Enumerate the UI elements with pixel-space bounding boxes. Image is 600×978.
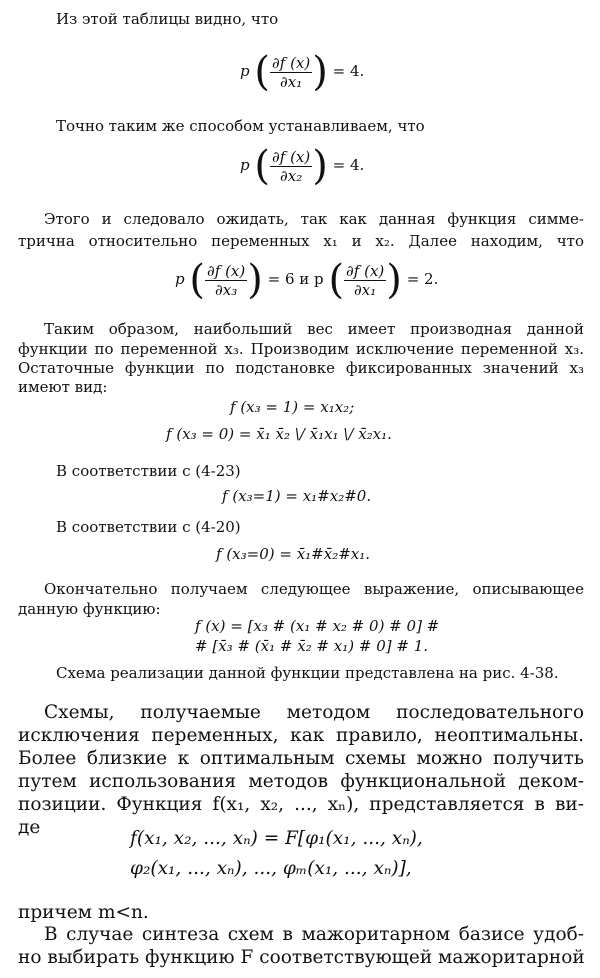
text-line: Этого и следовало ожидать, так как данная функция симме- [44,210,584,228]
text-line: В случае синтеза схем в мажоритарном базисе удоб- [44,924,584,945]
text-line: Таким образом, наибольший вес имеет производная данной [44,320,584,338]
formula-9b: φ₂(x₁, ..., xₙ), ..., φₘ(x₁, ..., xₙ)], [130,858,412,879]
text-line: Схемы, получаемые методом последовательного [44,702,584,723]
text-line: Остаточные функции по подстановке фиксированных значений x₃ [18,359,584,377]
text-line: данную функцию: [18,600,161,618]
formula-9a: f(x₁, x₂, ..., xₙ) = F[φ₁(x₁, ..., xₙ), [130,828,423,849]
formula-8a: f (x) = [x₃ # (x₁ # x₂ # 0) # 0] # [195,617,440,635]
formula-1: p ( $\frac{\partial f (x)}{\text{∂x₁}}$ ) = 4. [240,49,365,95]
formula-2: p ( $\frac{\partial f (x)}{\text{∂x₂}}$ ) = 4. [240,143,365,189]
text-line: В соответствии с (4-23) [56,462,241,480]
text-line: путем использования методов функциональной деком- [18,771,584,792]
text-line: имеют вид: [18,378,108,396]
text-line: исключения переменных, как правило, неоптимальны. [18,725,584,746]
text-line: В соответствии с (4-20) [56,518,241,536]
text-line: Более близкие к оптимальным схемы можно получить [18,748,584,769]
formula-8b: # [x̄₃ # (x̄₁ # x̄₂ # x₁) # 0] # 1. [195,637,429,655]
formula-5: f (x₃ = 0) = x̄₁ x̄₂ \/ x̄₁x₁ \/ x̄₂x₁. [166,425,392,443]
text-line: Окончательно получаем следующее выражение, описывающее [44,580,584,598]
text-line: функции по переменной x₃. Производим исключение переменной x₃. [18,340,584,358]
text-line: Точно таким же способом устанавливаем, что [56,117,425,135]
text-line: трична относительно переменных x₁ и x₂. Далее находим, что [18,232,584,250]
formula-7: f (x₃=0) = x̄₁#x̄₂#x₁. [216,545,371,563]
text-line: Схема реализации данной функции представлена на рис. 4-38. [56,664,559,682]
formula-3: p ( $\frac{\partial f (x)}{\text{∂x₃}}$ ) = 6 и p ( $\frac{\partial f (x)}{\text{∂x₁}}$ ) = 2. [175,257,439,303]
text-line: Из этой таблицы видно, что [56,10,279,28]
text-line: де [18,817,41,838]
formula-6: f (x₃=1) = x₁#x₂#0. [222,487,372,505]
text-line: позиции. Функция f(x₁, x₂, ..., xₙ), представляется в ви- [18,794,584,815]
text-line: причем m<n. [18,902,149,923]
formula-4: f (x₃ = 1) = x₁x₂; [230,398,355,416]
text-line: но выбирать функцию F соответствующей мажоритарной [18,947,585,968]
